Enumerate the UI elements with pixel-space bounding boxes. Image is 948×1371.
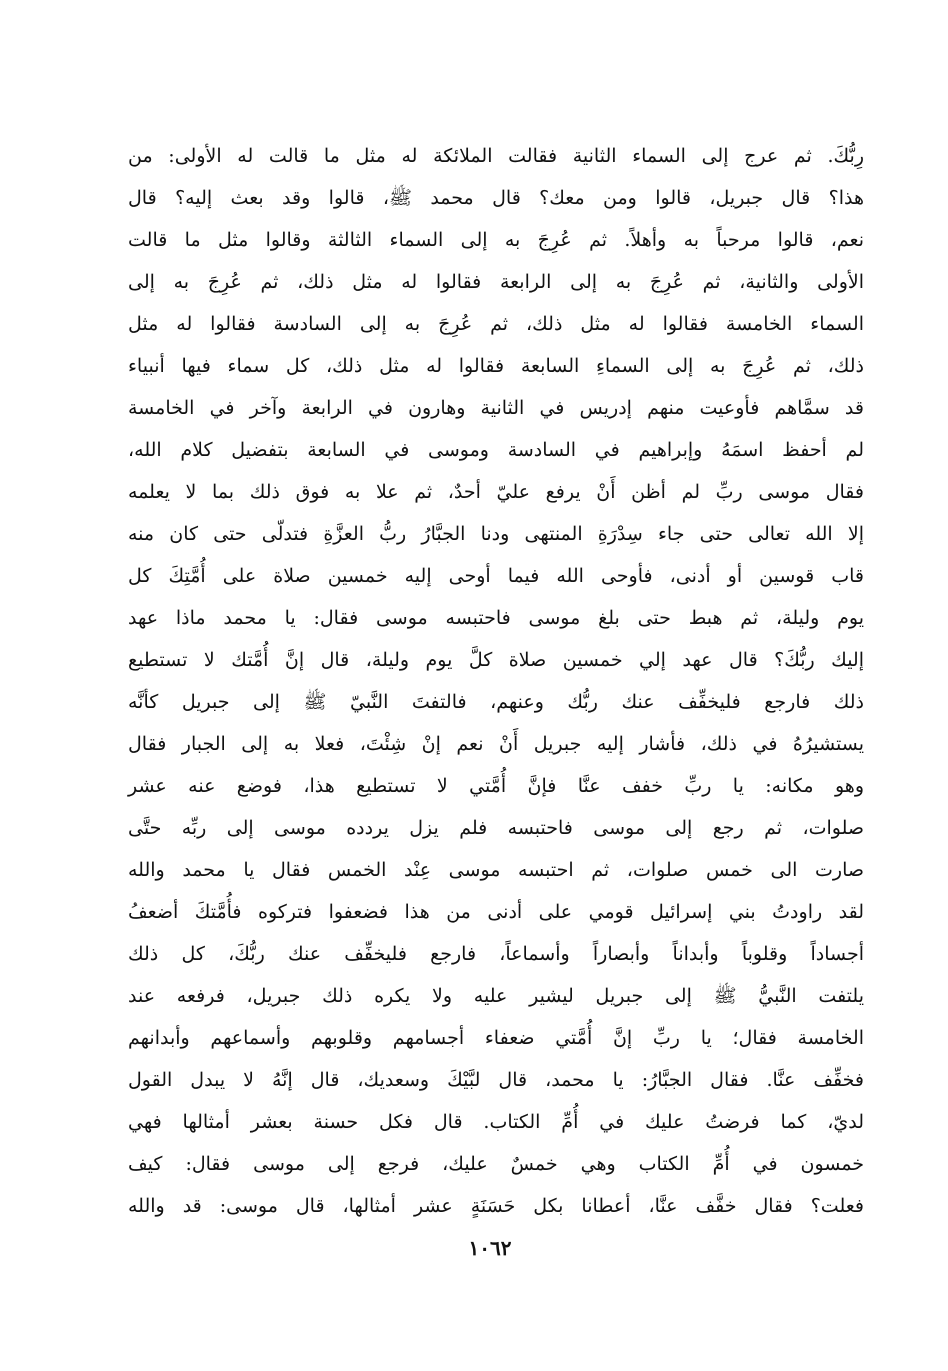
- text-line: رِبُّكَ. ثم عرج إلى السماء الثانية فقالت الملائكة له مثل ما قالت له الأولى: من: [128, 145, 864, 167]
- page-number: ١٠٦٢: [468, 1236, 512, 1260]
- text-line: قاب قوسين أو أدنى، فأوحى الله فيما أوحى إليه خمسين صلاة على أُمَّتِكَ كل: [128, 565, 864, 587]
- text-line: صارت الى خمس صلوات، ثم احتبسه موسى عِنْد الخمس فقال يا محمد والله: [128, 859, 864, 881]
- text-line: إلا الله تعالى حتى جاء سِدْرَةِ المنتهى ودنا الجبَّارُ ربُّ العزَّةِ فتدلّى حتى كان منه: [128, 523, 864, 545]
- body-text: [128, 138, 864, 1230]
- text-line: يلتفت النَّبيُّ ﷺ إلى جبريل ليشير عليه ولا يكره ذلك جبريل، فرفعه عند: [128, 985, 864, 1007]
- text-line: فخفِّف عنَّا. فقال الجبَّارُ: يا محمد، قال لبَّيْكَ وسعديك، قال إنَّهُ لا يبدل القول: [128, 1069, 864, 1091]
- text-line: الخامسة فقال؛ يا ربِّ إنَّ أُمَّتي ضعفاء أجسامهم وقلوبهم وأسماعهم وأبدانهم: [128, 1027, 864, 1049]
- text-line: نعم، قالوا مرحباً به وأهلاً. ثم عُرِجَ به إلى السماء الثالثة وقالوا مثل ما قالت: [128, 229, 864, 251]
- text-line: لقد راودتُ بني إسرائيل قومي على أدنى من هذا فضعفوا فتركوه فأُمَّتكَ أضعفُ: [128, 901, 864, 923]
- text-line: فعلت؟ فقال خفَّف عنَّا، أعطانا بكل حَسَنَةٍ عشر أمثالها، قال موسى: قد والله: [128, 1195, 864, 1217]
- text-line: أجساداً وقلوباً وأبداناً وأبصاراً وأسماعاً، فارجع فليخفِّف عنك ربُّكَ، كل ذلك: [128, 943, 864, 965]
- text-line: إليك ربُّكَ؟ قال عهد إلي خمسين صلاة كلَّ يوم وليلة، قال إنَّ أُمَّتك لا تستطيع: [128, 649, 864, 671]
- text-line: لم أحفظ اسمَهُ وإبراهيم في السادسة وموسى في السابعة بتفضيل كلام الله،: [128, 439, 864, 461]
- text-line: خمسون في أُمِّ الكتاب وهي خمسٌ عليك، فرجع إلى موسى فقال: كيف: [128, 1153, 864, 1175]
- text-line: ذلك، ثم عُرِجَ به إلى السماءِ السابعة فقالوا له مثل ذلك، كل سماء فيها أنبياء: [128, 355, 864, 377]
- text-line: صلوات، ثم رجع إلى موسى فاحتبسه فلم يزل يردده موسى إلى ربِّه حتَّى: [128, 817, 864, 839]
- text-line: يستشيرُهُ في ذلك، فأشار إليه جبريل أَنْ نعم إنْ شِئْتَ، فعلا به إلى الجبار فقال: [128, 733, 864, 755]
- text-line: يوم وليلة، ثم هبط حتى بلغ موسى فاحتبسه موسى فقال: يا محمد ماذا عهد: [128, 607, 864, 629]
- text-line: هذا؟ قال جبريل، قالوا ومن معك؟ قال محمد ﷺ، قالوا وقد بعث إليه؟ قال: [128, 187, 864, 209]
- text-line: فقال موسى ربِّ لم أظن أَنْ يرفع عليّ أحدٌ، ثم علا به فوق ذلك بما لا يعلمه: [128, 481, 864, 503]
- text-line: الأولى والثانية، ثم عُرِجَ به إلى الرابعة فقالوا له مثل ذلك، ثم عُرِجَ به إلى: [128, 271, 864, 293]
- text-line: السماء الخامسة فقالوا له مثل ذلك، ثم عُرِجَ به إلى السادسة فقالوا له مثل: [128, 313, 864, 335]
- text-line: لديّ، كما فرضتُ عليك في أُمِّ الكتاب. قال فكل حسنة بعشر أمثالها فهي: [128, 1111, 864, 1133]
- text-line: وهو مكانه: يا ربِّ خفف عنَّا فإنَّ أُمَّتي لا تستطيع هذا، فوضع عنه عشر: [128, 775, 864, 797]
- text-line: ذلك فارجع فليخفِّف عنك ربُّك وعنهم، فالتفتَ النَّبيّ ﷺ إلى جبريل كأنَّه: [128, 691, 864, 713]
- text-line: قد سمَّاهم فأوعيت منهم إدريس في الثانية وهارون في الرابعة وآخر في الخامسة: [128, 397, 864, 419]
